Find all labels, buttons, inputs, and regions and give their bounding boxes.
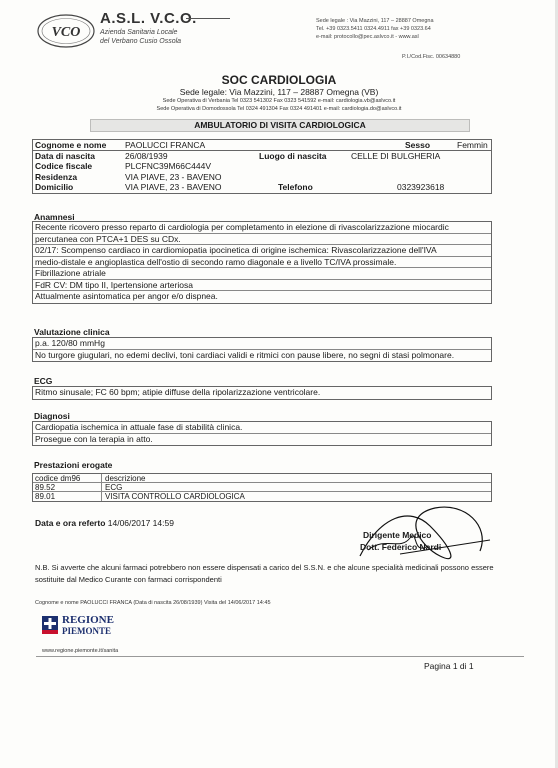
header-contact-line: Sede legale : Via Mazzini, 117 – 28887 Omegna bbox=[316, 18, 434, 24]
valutazione-line: p.a. 120/80 mmHg bbox=[33, 338, 491, 350]
valutazione-title: Valutazione clinica bbox=[34, 327, 110, 337]
logo-text: VCO bbox=[51, 25, 81, 40]
signatory-name: Dott. Federico Nardi bbox=[360, 542, 442, 552]
label-cf: Codice fiscale bbox=[35, 161, 93, 171]
diagnosi-line: Prosegue con la terapia in atto. bbox=[35, 433, 153, 444]
value-luogo: CELLE DI BULGHERIA bbox=[351, 150, 441, 161]
label-sesso: Sesso bbox=[405, 140, 431, 150]
page-number: Pagina 1 di 1 bbox=[424, 661, 474, 671]
anamnesi-line: Recente ricovero presso reparto di cardiologia per completamento in elezione di rivascolarizzazione miocardic bbox=[33, 222, 491, 234]
ecg-box bbox=[32, 386, 492, 400]
referto-datetime bbox=[35, 518, 174, 528]
patient-row-domicilio bbox=[33, 182, 491, 193]
header-contact-line: Tel. +39 0323.5411 0324.4911 fax +39 0323.64 bbox=[316, 26, 431, 32]
value-cf: PLCFNC39M66C444V bbox=[125, 161, 211, 171]
header-contact-line: e-mail: protocollo@pec.aslvco.it - www.asl bbox=[316, 34, 419, 40]
label-nascita: Data di nascita bbox=[35, 150, 95, 161]
ambulatorio-banner: AMBULATORIO DI VISITA CARDIOLOGICA bbox=[90, 119, 470, 132]
value-sesso: Femmin bbox=[457, 140, 488, 150]
footer-patient-info: Cognome e nome PAOLUCCI FRANCA (Data di nascita 26/08/1939) Visita del 14/06/2017 14:45 bbox=[35, 600, 271, 606]
label-residenza: Residenza bbox=[35, 171, 78, 182]
soc-sede-domodossola: Sede Operativa di Domodossola Tel 0324 491304 Fax 0324 491401 e-mail: cardiologia.do@aslvco.it bbox=[156, 106, 402, 112]
anamnesi-line: Fibrillazione atriale bbox=[33, 268, 491, 280]
prestazioni-title: Prestazioni erogate bbox=[34, 460, 113, 470]
ecg-line: Ritmo sinusale; FC 60 bpm; atipie diffuse della ripolarizzazione ventricolare. bbox=[35, 387, 321, 397]
prestazioni-row bbox=[33, 483, 491, 492]
regione-line1: REGIONE bbox=[62, 614, 114, 626]
prestazioni-descrizione: VISITA CONTROLLO CARDIOLOGICA bbox=[105, 492, 245, 501]
label-cognome: Cognome e nome bbox=[35, 140, 107, 150]
value-domicilio: VIA PIAVE, 23 - BAVENO bbox=[125, 182, 222, 192]
valutazione-box bbox=[32, 337, 492, 362]
soc-sede-verbania: Sede Operativa di Verbania Tel 0323 541302 Fax 0323 541592 e-mail: cardiologia.vb@aslvco.it bbox=[162, 98, 396, 104]
value-telefono: 0323923618 bbox=[397, 182, 445, 192]
regione-line2: PIEMONTE bbox=[62, 626, 112, 636]
value-nascita: 26/08/1939 bbox=[125, 150, 168, 161]
anamnesi-line: percutanea con PTCA+1 DES su CDx. bbox=[33, 234, 491, 246]
anamnesi-box bbox=[32, 221, 492, 304]
prestazioni-codice: 89.01 bbox=[35, 492, 56, 501]
value-cognome: PAOLUCCI FRANCA bbox=[125, 140, 206, 150]
signatory-title: Dirigente Medico bbox=[363, 530, 432, 540]
nb-notice: N.B. Si avverte che alcuni farmaci potrebbero non essere dispensati a carico del S.S.N. e che alcune specialità medicinali possono essere sostituite dal Medico Curante con farmaci corrispondenti bbox=[35, 563, 494, 584]
footer-divider bbox=[36, 656, 524, 657]
label-luogo: Luogo di nascita bbox=[259, 150, 327, 161]
valutazione-line: No turgore giugulari, no edemi declivi, toni cardiaci validi e ritmici con pause libere, no segni di stasi polmonare. bbox=[35, 349, 455, 360]
value-residenza: VIA PIAVE, 23 - BAVENO bbox=[125, 171, 222, 182]
prestazioni-header-descrizione: descrizione bbox=[105, 474, 146, 483]
anamnesi-line: FdR CV: DM tipo II, Ipertensione arteriosa bbox=[33, 280, 491, 292]
asl-subtitle-2: del Verbano Cusio Ossola bbox=[100, 38, 182, 45]
patient-table bbox=[32, 139, 492, 194]
ecg-title: ECG bbox=[34, 376, 53, 386]
regione-flag-icon bbox=[42, 616, 58, 634]
patient-row-residenza bbox=[33, 172, 491, 183]
diagnosi-line: Cardiopatia ischemica in attuale fase di stabilità clinica. bbox=[33, 422, 491, 434]
anamnesi-line: medio-distale e angioplastica dell'ostio di secondo ramo diagonale e a livello TC/IVA prossimale. bbox=[33, 257, 491, 269]
patient-row-name bbox=[33, 140, 491, 151]
regione-url: www.regione.piemonte.it/sanita bbox=[42, 648, 119, 654]
patient-row-birth bbox=[33, 151, 491, 162]
anamnesi-title: Anamnesi bbox=[34, 212, 75, 222]
asl-logo bbox=[36, 13, 96, 49]
anamnesi-line: 02/17: Scompenso cardiaco in cardiomiopatia ipocinetica di origine ischemica: Rivascolarizzazione dell'IVA bbox=[33, 245, 491, 257]
patient-row-cf bbox=[33, 161, 491, 172]
diagnosi-box bbox=[32, 421, 492, 446]
regione-piemonte-logo bbox=[42, 614, 122, 638]
prestazioni-descrizione: ECG bbox=[105, 483, 123, 492]
piva-line: P.I./Cod.Fisc. 00634880 bbox=[402, 54, 461, 60]
anamnesi-line: Attualmente asintomatica per angor e/o dispnea. bbox=[35, 291, 218, 301]
prestazioni-header-row bbox=[33, 474, 491, 483]
prestazioni-header-codice: codice dm96 bbox=[35, 474, 81, 483]
header-contacts bbox=[316, 17, 546, 41]
prestazioni-codice: 89.52 bbox=[35, 483, 56, 492]
referto-value: 14/06/2017 14:59 bbox=[107, 518, 174, 528]
label-domicilio: Domicilio bbox=[35, 182, 74, 192]
asl-subtitle-1: Azienda Sanitaria Locale bbox=[100, 29, 178, 36]
soc-sede: Sede legale: Via Mazzini, 117 – 28887 Omegna (VB) bbox=[179, 87, 379, 97]
label-telefono: Telefono bbox=[278, 182, 313, 192]
referto-label: Data e ora referto bbox=[35, 518, 106, 528]
diagnosi-title: Diagnosi bbox=[34, 411, 70, 421]
asl-title: A.S.L. V.C.O. bbox=[100, 10, 197, 27]
soc-title: SOC CARDIOLOGIA bbox=[221, 73, 337, 87]
